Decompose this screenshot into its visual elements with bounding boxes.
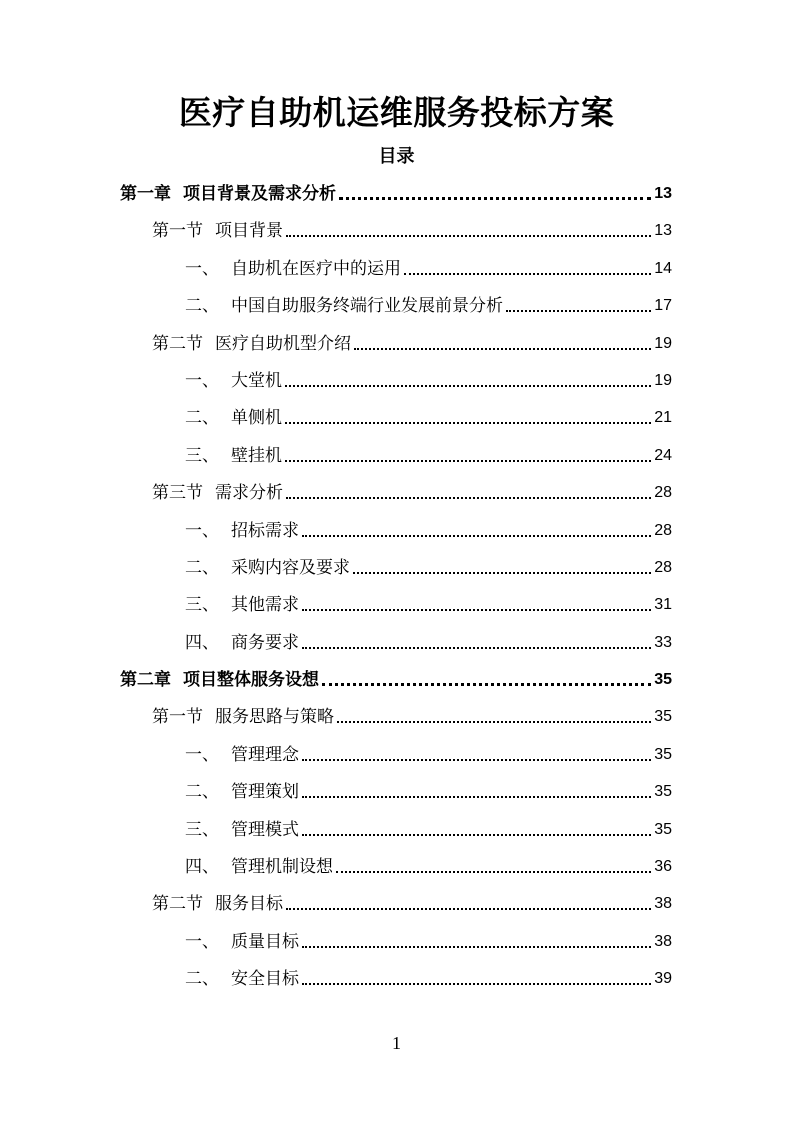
toc-subsection-entry[interactable] xyxy=(0,773,793,810)
toc-entry-page: 17 xyxy=(654,297,672,315)
page-number: 1 xyxy=(392,1033,401,1053)
toc-entry-number: 一、 xyxy=(185,520,219,541)
toc-entry-label xyxy=(152,218,283,244)
toc-entry-number: 二、 xyxy=(185,557,219,578)
toc-subsection-entry[interactable] xyxy=(0,399,793,436)
toc-subsection-entry[interactable] xyxy=(0,549,793,586)
toc-subsection-entry[interactable] xyxy=(0,960,793,997)
toc-entry-title: 医疗自助机型介绍 xyxy=(215,333,351,354)
toc-entry-page: 35 xyxy=(654,745,672,763)
toc-entry-label xyxy=(185,256,401,282)
toc-entry-label xyxy=(185,630,299,656)
toc-entry-page: 28 xyxy=(654,521,672,539)
toc-entry-label xyxy=(185,854,333,880)
toc-dot-leader xyxy=(336,871,651,873)
toc-entry-page: 14 xyxy=(654,259,672,277)
toc-dot-leader xyxy=(302,834,651,836)
toc-entry-number: 第二节 xyxy=(152,333,203,354)
toc-dot-leader xyxy=(322,683,651,686)
toc-entry-number: 第一节 xyxy=(152,707,203,728)
toc-heading: 目录 xyxy=(378,146,415,167)
toc-entry-label xyxy=(185,405,282,431)
toc-dot-leader xyxy=(337,721,651,723)
toc-subsection-entry[interactable] xyxy=(0,848,793,885)
toc-entry-page: 13 xyxy=(654,185,672,202)
toc-entry-label xyxy=(185,293,503,319)
toc-entry-label xyxy=(185,966,299,992)
toc-entry-number: 第二章 xyxy=(120,670,171,691)
toc-entry-label xyxy=(185,929,299,955)
toc-entry-title: 项目背景及需求分析 xyxy=(183,184,336,204)
toc-entry-label xyxy=(152,891,283,917)
toc-dot-leader xyxy=(353,572,651,574)
toc-dot-leader xyxy=(302,535,651,537)
toc-dot-leader xyxy=(302,796,651,798)
toc-dot-leader xyxy=(506,310,651,312)
toc-entry-label xyxy=(120,667,319,693)
toc-dot-leader xyxy=(339,197,651,200)
toc-subsection-entry[interactable] xyxy=(0,287,793,324)
toc-entry-title: 其他需求 xyxy=(231,595,299,616)
toc-entry-label xyxy=(185,779,299,805)
toc-section-entry[interactable] xyxy=(0,474,793,511)
toc-entry-page: 33 xyxy=(654,633,672,651)
toc-entry-title: 管理机制设想 xyxy=(231,857,333,878)
toc-entry-page: 19 xyxy=(654,334,672,352)
toc-entry-title: 自助机在医疗中的运用 xyxy=(231,258,401,279)
toc-entry-title: 服务目标 xyxy=(215,894,283,915)
toc-entry-number: 三、 xyxy=(185,595,219,616)
toc-entry-page: 21 xyxy=(654,409,672,427)
toc-dot-leader xyxy=(302,946,651,948)
toc-entry-number: 一、 xyxy=(185,258,219,279)
toc-entry-page: 36 xyxy=(654,858,672,876)
toc-entry-title: 安全目标 xyxy=(231,969,299,990)
toc-entry-label xyxy=(185,518,299,544)
toc-entry-title: 壁挂机 xyxy=(231,445,282,466)
toc-entry-page: 28 xyxy=(654,558,672,576)
toc-subsection-entry[interactable] xyxy=(0,923,793,960)
toc-entry-page: 31 xyxy=(654,596,672,614)
toc-entry-title: 采购内容及要求 xyxy=(231,557,350,578)
toc-chapter-entry[interactable] xyxy=(0,175,793,212)
toc-dot-leader xyxy=(285,422,651,424)
toc-dot-leader xyxy=(302,609,651,611)
toc-entry-label xyxy=(185,443,282,469)
toc-entry-title: 单侧机 xyxy=(231,408,282,429)
toc-entry-label xyxy=(185,368,282,394)
toc-subsection-entry[interactable] xyxy=(0,586,793,623)
toc-entry-page: 35 xyxy=(654,671,672,689)
toc-dot-leader xyxy=(302,983,651,985)
toc-entry-title: 服务思路与策略 xyxy=(215,707,334,728)
toc-dot-leader xyxy=(286,497,651,499)
toc-entry-title: 质量目标 xyxy=(231,931,299,952)
toc-entry-title: 中国自助服务终端行业发展前景分析 xyxy=(231,296,503,317)
toc-entry-title: 需求分析 xyxy=(215,483,283,504)
toc-entry-number: 第一节 xyxy=(152,221,203,242)
toc-subsection-entry[interactable] xyxy=(0,811,793,848)
toc-subsection-entry[interactable] xyxy=(0,512,793,549)
toc-subsection-entry[interactable] xyxy=(0,736,793,773)
table-of-contents xyxy=(0,175,793,998)
toc-entry-page: 35 xyxy=(654,708,672,726)
toc-subsection-entry[interactable] xyxy=(0,362,793,399)
toc-entry-title: 大堂机 xyxy=(231,370,282,391)
toc-dot-leader xyxy=(286,908,651,910)
toc-entry-label xyxy=(185,817,299,843)
toc-entry-number: 第二节 xyxy=(152,894,203,915)
toc-entry-number: 四、 xyxy=(185,857,219,878)
toc-chapter-entry[interactable] xyxy=(0,661,793,698)
toc-entry-label xyxy=(185,742,299,768)
toc-entry-label xyxy=(152,480,283,506)
toc-entry-number: 第三节 xyxy=(152,483,203,504)
toc-dot-leader xyxy=(404,273,651,275)
toc-section-entry[interactable] xyxy=(0,325,793,362)
toc-entry-number: 四、 xyxy=(185,632,219,653)
toc-dot-leader xyxy=(286,235,651,237)
toc-entry-title: 项目整体服务设想 xyxy=(183,670,319,691)
toc-entry-number: 第一章 xyxy=(120,184,171,204)
toc-entry-number: 二、 xyxy=(185,969,219,990)
toc-entry-page: 24 xyxy=(654,446,672,464)
toc-dot-leader xyxy=(354,348,651,350)
toc-section-entry[interactable] xyxy=(0,698,793,735)
toc-entry-label xyxy=(152,704,334,730)
toc-entry-label xyxy=(185,555,350,581)
toc-entry-label xyxy=(152,331,351,357)
toc-entry-page: 35 xyxy=(654,820,672,838)
toc-entry-page: 19 xyxy=(654,371,672,389)
toc-subsection-entry[interactable] xyxy=(0,437,793,474)
toc-entry-title: 招标需求 xyxy=(231,520,299,541)
toc-entry-title: 管理模式 xyxy=(231,819,299,840)
toc-entry-number: 一、 xyxy=(185,744,219,765)
toc-entry-number: 三、 xyxy=(185,445,219,466)
toc-dot-leader xyxy=(285,460,651,462)
toc-subsection-entry[interactable] xyxy=(0,624,793,661)
toc-section-entry[interactable] xyxy=(0,212,793,249)
toc-entry-page: 28 xyxy=(654,484,672,502)
toc-entry-label xyxy=(185,592,299,618)
toc-entry-number: 一、 xyxy=(185,370,219,391)
toc-entry-page: 38 xyxy=(654,895,672,913)
toc-entry-number: 一、 xyxy=(185,931,219,952)
toc-entry-title: 管理理念 xyxy=(231,744,299,765)
toc-entry-label xyxy=(120,181,336,207)
toc-subsection-entry[interactable] xyxy=(0,250,793,287)
toc-entry-title: 管理策划 xyxy=(231,782,299,803)
toc-dot-leader xyxy=(302,759,651,761)
toc-entry-page: 38 xyxy=(654,932,672,950)
toc-entry-number: 二、 xyxy=(185,782,219,803)
toc-entry-title: 商务要求 xyxy=(231,632,299,653)
toc-entry-page: 39 xyxy=(654,970,672,988)
toc-section-entry[interactable] xyxy=(0,885,793,922)
toc-dot-leader xyxy=(302,647,651,649)
toc-entry-page: 35 xyxy=(654,783,672,801)
document-title: 医疗自助机运维服务投标方案 xyxy=(178,93,615,132)
toc-entry-page: 13 xyxy=(654,222,672,240)
toc-entry-number: 二、 xyxy=(185,408,219,429)
toc-entry-number: 三、 xyxy=(185,819,219,840)
toc-dot-leader xyxy=(285,385,651,387)
toc-entry-title: 项目背景 xyxy=(215,221,283,242)
toc-entry-number: 二、 xyxy=(185,296,219,317)
